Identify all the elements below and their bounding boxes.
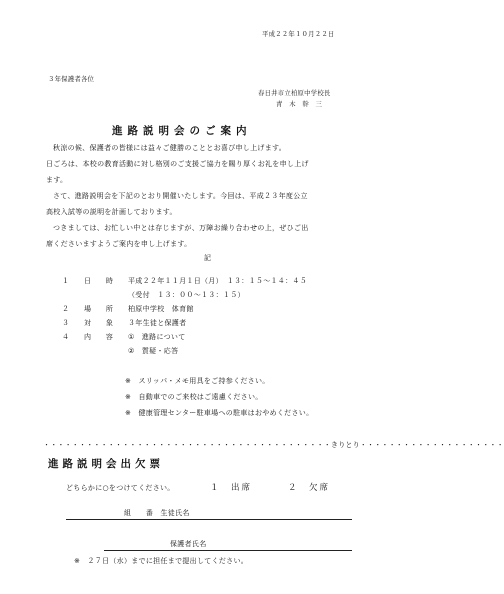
detail-num: １ <box>62 277 70 285</box>
body-line: 秋涼の候、保護者の皆様には益々ご健勝のこととお喜び申し上げます。 <box>53 144 287 152</box>
detail-num: ２ <box>62 305 70 313</box>
note: ※ スリッパ・メモ用具をご持参ください。 <box>125 377 270 385</box>
body-line: つきましては、お忙しい中とは存じますが、万障お繰り合わせの上，ぜひご出 <box>53 224 309 232</box>
detail-label: 対 象 <box>84 319 114 327</box>
option-attend[interactable]: １ 出席 <box>210 483 253 493</box>
detail-value: 柏原中学校 体育館 <box>128 305 194 313</box>
body-line: ます。 <box>46 176 68 184</box>
body-text <box>46 140 376 252</box>
detail-num: ４ <box>62 333 70 341</box>
detail-label: 日 時 <box>84 277 114 285</box>
school-name: 春日井市立柏原中学校長 <box>258 89 331 97</box>
cut-line: ・・・・・・・・・・・・・・・・・・・・・・・・・・・・・・・・・・・・・・・・きりとり・・・・・・・・・・・・・・・・・・・・ <box>43 441 504 449</box>
detail-value: （受付 １３：００～１３：１５） <box>128 291 245 299</box>
body-line: 高校入試等の説明を計画しております。 <box>46 208 177 216</box>
detail-value: ① 進路について <box>128 333 186 341</box>
note: ※ 健康管理センター駐車場への駐車はおやめください。 <box>125 409 314 417</box>
date: 平成２２年１０月２２日 <box>262 30 335 38</box>
recipient: ３年保護者各位 <box>48 75 95 83</box>
detail-value: 平成２２年１１月１日（月） １３：１５～１４：４５ <box>128 277 307 285</box>
option-absent[interactable]: ２ 欠席 <box>288 483 331 493</box>
page-title: 進路説明会のご案内 <box>112 125 252 137</box>
form-instruction: どちらかに○をつけてください。 <box>66 484 175 492</box>
principal-name: 青 木 幹 三 <box>276 100 323 108</box>
detail-label: 場 所 <box>84 305 114 313</box>
detail-value: ② 質疑・応答 <box>128 347 179 355</box>
student-field-label: 組 番 生徒氏名 <box>124 509 190 517</box>
guardian-field-line[interactable] <box>104 550 352 551</box>
student-field-line[interactable] <box>66 519 352 520</box>
form-title: 進路説明会出欠票 <box>48 458 164 470</box>
detail-value: ３年生徒と保護者 <box>128 319 187 327</box>
detail-label: 内 容 <box>84 333 114 341</box>
ki-marker: 記 <box>204 254 212 262</box>
body-line: さて、進路説明会を下記のとおり開催いたします。今回は、平成２３年度公立 <box>53 192 308 200</box>
detail-num: ３ <box>62 319 70 327</box>
body-line: 日ごろは、本校の教育活動に対し格別のご支援ご協力を賜り厚くお礼を申し上げ <box>46 160 309 168</box>
note: ※ 自動車でのご来校はご遠慮ください。 <box>125 393 263 401</box>
body-line: 席くださいますようご案内を申し上げます。 <box>46 240 192 248</box>
guardian-field-label: 保護者氏名 <box>170 540 207 548</box>
deadline-note: ※ ２７日（水）までに担任まで提出してください。 <box>74 557 249 565</box>
